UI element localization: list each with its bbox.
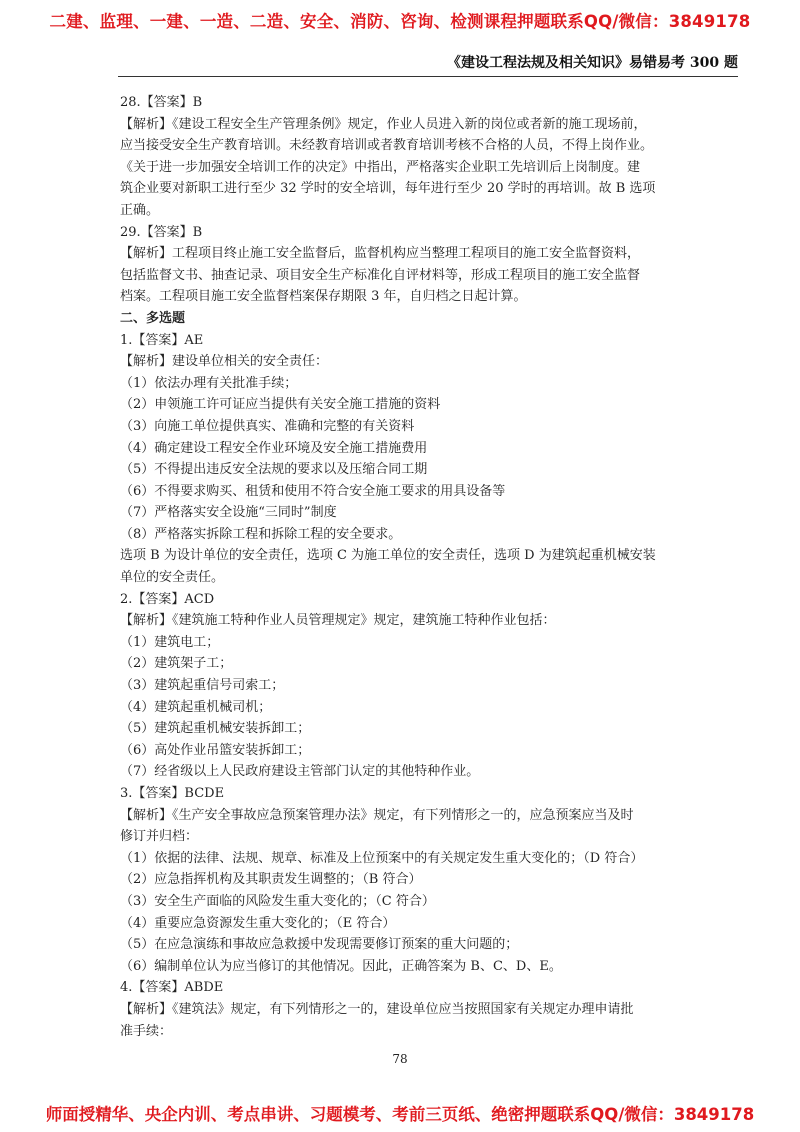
bottom-promo-banner: 师面授精华、央企内训、考点串讲、习题模考、考前三页纸、绝密押题联系QQ/微信：3849178 — [45, 1105, 755, 1124]
text-line: （3）安全生产面临的风险发生重大变化的；（C 符合） — [120, 893, 435, 909]
text-line: 单位的安全责任。 — [120, 570, 225, 586]
text-line: 档案。工程项目施工安全监督档案保存期限 3 年，自归档之日起计算。 — [120, 289, 527, 305]
text-line: （6）高处作业吊篮安装拆卸工； — [120, 742, 311, 758]
text-line: 2.【答案】ACD — [120, 591, 215, 607]
text-line: （4）重要应急资源发生重大变化的；（E 符合） — [120, 915, 396, 931]
top-promo-banner: 二建、监理、一建、一造、二造、安全、消防、咨询、检测课程押题联系QQ/微信：3849178 — [49, 12, 751, 31]
document-header-title: 《建设工程法规及相关知识》易错易考 300 题 — [447, 55, 738, 71]
text-line: 4.【答案】ABDE — [120, 980, 224, 996]
text-line: 准手续： — [120, 1023, 173, 1039]
text-line: 【解析】《建筑法》规定，有下列情形之一的，建设单位应当按照国家有关规定办理申请批 — [120, 1001, 634, 1017]
text-line: 【解析】工程项目终止施工安全监督后，监督机构应当整理工程项目的施工安全监督资料， — [120, 246, 641, 262]
text-line: （2）应急指挥机构及其职责发生调整的；（B 符合） — [120, 872, 422, 888]
text-line: （5）在应急演练和事故应急救援中发现需要修订预案的重大问题的； — [120, 937, 519, 953]
page-number: 78 — [392, 1052, 408, 1066]
text-line: 选项 B 为设计单位的安全责任，选项 C 为施工单位的安全责任，选项 D 为建筑起重机械安装 — [120, 548, 656, 564]
text-line: 【解析】《建筑施工特种作业人员管理规定》规定，建筑施工特种作业包括： — [120, 613, 556, 629]
document-body — [120, 92, 690, 1042]
text-line: （2）申领施工许可证应当提供有关安全施工措施的资料 — [120, 397, 441, 413]
text-line: （1）依据的法律、法规、规章、标准及上位预案中的有关规定发生重大变化的；（D 符合） — [120, 850, 644, 866]
text-line: 修订并归档： — [120, 829, 199, 845]
text-line: 【解析】建设单位相关的安全责任： — [120, 354, 329, 370]
text-line: 正确。 — [120, 202, 160, 218]
text-line: （1）建筑电工； — [120, 634, 220, 650]
text-line: （7）严格落实安全设施“三同时”制度 — [120, 505, 337, 521]
text-line: （4）建筑起重机械司机； — [120, 699, 272, 715]
text-line: （2）建筑架子工； — [120, 656, 233, 672]
text-line: 3.【答案】BCDE — [120, 786, 225, 801]
text-line: 《关于进一步加强安全培训工作的决定》中指出，严格落实企业职工先培训后上岗制度。建 — [120, 159, 641, 175]
text-line: （3）建筑起重信号司索工； — [120, 678, 285, 694]
text-line: 应当接受安全生产教育培训。未经教育培训或者教育培训考核不合格的人员，不得上岗作业。 — [120, 138, 654, 154]
header-divider — [118, 76, 738, 77]
text-line: （8）严格落实拆除工程和拆除工程的安全要求。 — [120, 526, 402, 542]
text-line: （6）编制单位认为应当修订的其他情况。因此，正确答案为 B、C、D、E。 — [120, 958, 562, 974]
text-line: 28.【答案】B — [120, 95, 203, 110]
text-line: （3）向施工单位提供真实、准确和完整的有关资料 — [120, 418, 415, 434]
text-line: 29.【答案】B — [120, 224, 203, 240]
text-line: （1）依法办理有关批准手续； — [120, 375, 298, 391]
text-line: 二、多选题 — [120, 310, 186, 326]
text-line: 筑企业要对新职工进行至少 32 学时的安全培训，每年进行至少 20 学时的再培训。故 B 选项 — [120, 181, 656, 197]
text-line: （7）经省级以上人民政府建设主管部门认定的其他特种作业。 — [120, 764, 480, 780]
text-line: 包括监督文书、抽查记录、项目安全生产标准化自评材料等，形成工程项目的施工安全监督 — [120, 267, 641, 283]
text-line: 【解析】《生产安全事故应急预案管理办法》规定，有下列情形之一的，应急预案应当及时 — [120, 807, 634, 823]
text-line: 【解析】《建设工程安全生产管理条例》规定，作业人员进入新的岗位或者新的施工现场前， — [120, 116, 647, 132]
text-line: 1.【答案】AE — [120, 332, 204, 348]
text-line: （4）确定建设工程安全作业环境及安全施工措施费用 — [120, 440, 428, 456]
text-line: （5）建筑起重机械安装拆卸工； — [120, 721, 311, 737]
text-line: （5）不得提出违反安全法规的要求以及压缩合同工期 — [120, 462, 428, 478]
text-line: （6）不得要求购买、租赁和使用不符合安全施工要求的用具设备等 — [120, 483, 506, 499]
